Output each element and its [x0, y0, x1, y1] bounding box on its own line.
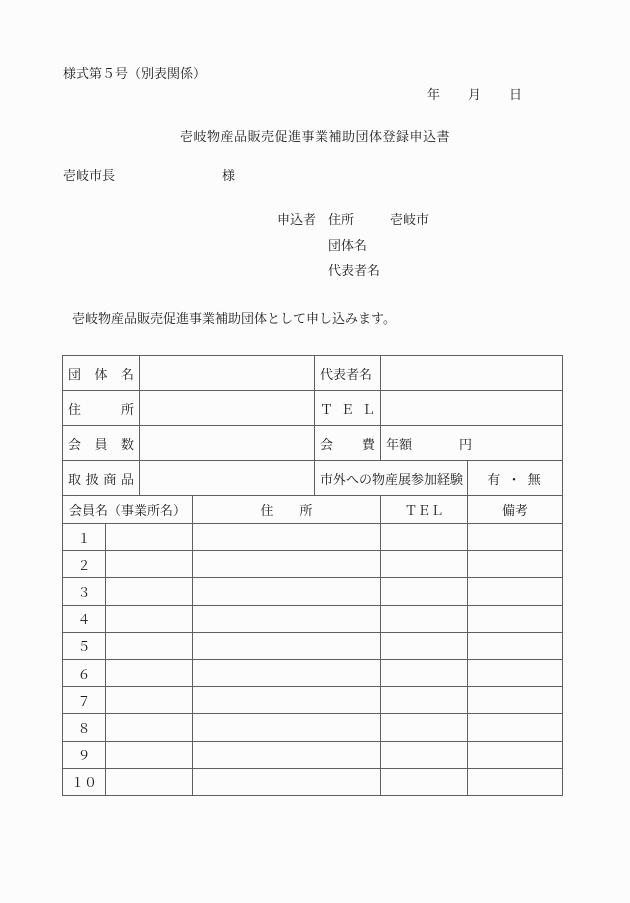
date-month-label: 月 [468, 87, 482, 102]
representative-value-cell [381, 356, 563, 391]
member-name-cell [106, 741, 193, 768]
members-count-row [63, 426, 563, 461]
address-label-cell [63, 391, 140, 426]
member-number-cell: ６ [63, 659, 106, 686]
member-header-note: 備考 [468, 496, 563, 524]
member-address-cell [193, 578, 381, 605]
tel-label: ＴＥＬ [320, 401, 376, 417]
member-note-cell [468, 687, 563, 714]
member-note-cell [468, 551, 563, 578]
member-address-cell [193, 768, 381, 795]
member-name-cell [106, 551, 193, 578]
member-note-cell [468, 768, 563, 795]
member-tel-cell [381, 632, 468, 659]
application-table [62, 355, 563, 796]
representative-label-cell [315, 356, 381, 391]
member-address-cell [193, 632, 381, 659]
expo-value: 有 ・ 無 [487, 471, 543, 487]
member-address-cell [193, 687, 381, 714]
group-name-row [63, 356, 563, 391]
member-address-cell [193, 551, 381, 578]
form-title: 壱岐物産品販売促進事業補助団体登録申込書 [179, 129, 450, 144]
member-address-cell [193, 524, 381, 551]
applicant-label: 申込者 [277, 212, 317, 227]
member-row [63, 659, 563, 686]
declaration-text: 壱岐物産品販売促進事業補助団体として申し込みます。 [72, 311, 396, 326]
member-address-cell [193, 741, 381, 768]
member-note-cell [468, 714, 563, 741]
form-number: 様式第５号（別表関係） [63, 66, 207, 81]
fee-prefix-label: 年額 [386, 436, 413, 452]
member-number-cell: １０ [63, 768, 106, 795]
member-name-cell [106, 632, 193, 659]
member-name-cell [106, 578, 193, 605]
member-number-cell: ３ [63, 578, 106, 605]
member-header-row [63, 496, 563, 524]
member-tel-cell [381, 741, 468, 768]
products-row [63, 461, 563, 496]
products-label-cell [63, 461, 140, 496]
fee-value-cell [381, 426, 563, 461]
member-header-name: 会員名（事業所名） [63, 496, 193, 524]
member-address-cell [193, 659, 381, 686]
member-number-cell: ９ [63, 741, 106, 768]
group-name-value-cell [140, 356, 315, 391]
member-tel-cell [381, 578, 468, 605]
expo-value-cell [468, 461, 563, 496]
fee-label-cell [315, 426, 381, 461]
member-header-address: 住 所 [193, 496, 381, 524]
member-row [63, 605, 563, 632]
tel-label-cell [315, 391, 381, 426]
group-name-label: 団体名 [68, 366, 135, 382]
member-tel-cell [381, 605, 468, 632]
expo-label: 市外への物産展参加経験 [320, 471, 464, 487]
member-tel-cell [381, 687, 468, 714]
member-note-cell [468, 578, 563, 605]
fee-unit-label: 円 [459, 436, 473, 452]
member-name-cell [106, 714, 193, 741]
member-note-cell [468, 524, 563, 551]
member-row [63, 768, 563, 795]
member-number-cell: ２ [63, 551, 106, 578]
fee-label: 会費 [320, 436, 376, 452]
member-number-cell: １ [63, 524, 106, 551]
member-number-cell: ４ [63, 605, 106, 632]
member-tel-cell [381, 524, 468, 551]
member-row [63, 741, 563, 768]
applicant-representative-label: 代表者名 [328, 263, 381, 278]
applicant-address-value: 壱岐市 [390, 212, 430, 227]
addressee-name: 壱岐市長 [63, 168, 116, 183]
member-note-cell [468, 605, 563, 632]
addressee-honorific: 様 [222, 168, 236, 183]
member-row [63, 524, 563, 551]
member-row [63, 687, 563, 714]
member-note-cell [468, 741, 563, 768]
member-address-cell [193, 605, 381, 632]
representative-label: 代表者名 [320, 366, 373, 382]
products-value-cell [140, 461, 315, 496]
member-name-cell [106, 687, 193, 714]
member-tel-cell [381, 551, 468, 578]
member-note-cell [468, 632, 563, 659]
member-row [63, 551, 563, 578]
member-number-cell: ８ [63, 714, 106, 741]
address-value-cell [140, 391, 315, 426]
date-line [427, 87, 522, 102]
member-row [63, 578, 563, 605]
members-count-label-cell [63, 426, 140, 461]
member-name-cell [106, 768, 193, 795]
member-number-cell: ５ [63, 632, 106, 659]
member-address-cell [193, 714, 381, 741]
group-name-label-cell [63, 356, 140, 391]
member-tel-cell [381, 714, 468, 741]
member-note-cell [468, 659, 563, 686]
members-count-value-cell [140, 426, 315, 461]
applicant-group-label: 団体名 [328, 238, 368, 253]
date-day-label: 日 [509, 87, 523, 102]
member-row [63, 632, 563, 659]
products-label: 取扱商品 [68, 471, 135, 487]
members-count-label: 会員数 [68, 436, 135, 452]
member-name-cell [106, 605, 193, 632]
member-tel-cell [381, 659, 468, 686]
member-tel-cell [381, 768, 468, 795]
member-number-cell: ７ [63, 687, 106, 714]
member-header-tel: ＴＥＬ [381, 496, 468, 524]
expo-label-cell [315, 461, 468, 496]
tel-value-cell [381, 391, 563, 426]
address-row [63, 391, 563, 426]
member-name-cell [106, 659, 193, 686]
date-year-label: 年 [427, 87, 441, 102]
member-row [63, 714, 563, 741]
applicant-address-label: 住所 [328, 212, 355, 227]
address-label: 住所 [68, 401, 135, 417]
member-name-cell [106, 524, 193, 551]
